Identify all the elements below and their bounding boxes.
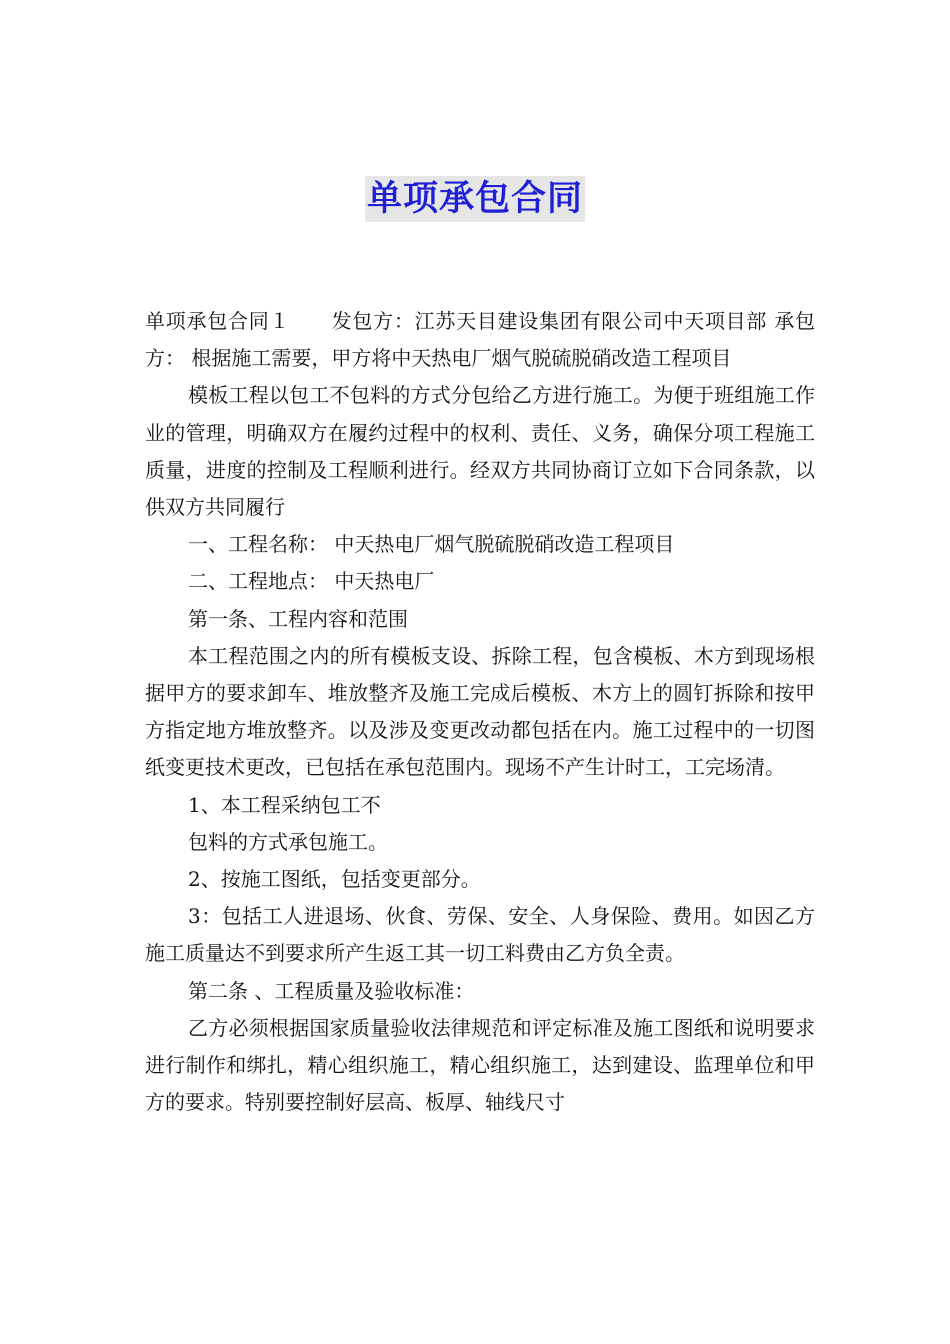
- paragraph-purpose: 模板工程以包工不包料的方式分包给乙方进行施工。为便于班组施工作业的管理，明确双方在履约过程中的权利、责任、义务，确保分项工程施工质量，进度的控制及工程顺利进行。经双方共同协商订立如下合同条款，以供双方共同履行: [145, 383, 815, 520]
- paragraph-article-1-heading: 第一条、工程内容和范围: [188, 606, 408, 631]
- paragraph-quality: 乙方必须根据国家质量验收法律规范和评定标准及施工图纸和说明要求进行制作和绑扎，精心组织施工，精心组织施工，达到建设、监理单位和甲方的要求。特别要控制好层高、板厚、轴线尺寸: [145, 1015, 815, 1115]
- paragraph-item-1b: 包料的方式承包施工。: [188, 829, 388, 854]
- paragraph-item-1a: 1、本工程采纳包工不: [188, 792, 381, 817]
- title-wrap: [0, 176, 950, 222]
- paragraph-scope: 本工程范围之内的所有模板支设、拆除工程，包含模板、木方到现场根据甲方的要求卸车、堆放整齐及施工完成后模板、木方上的圆钉拆除和按甲方指定地方堆放整齐。以及涉及变更改动都包括在内。施工过程中的一切图纸变更技术更改，已包括在承包范围内。现场不产生计时工，工完场清。: [145, 643, 815, 780]
- paragraph-project-name: 一、工程名称： 中天热电厂烟气脱硫脱硝改造工程项目: [188, 532, 675, 557]
- paragraph-item-3: 3：包括工人进退场、伙食、劳保、安全、人身保险、费用。如因乙方施工质量达不到要求所产生返工其一切工料费由乙方负全责。: [145, 904, 815, 966]
- document-title: 单项承包合同: [365, 176, 585, 222]
- document-body: [145, 303, 815, 1121]
- paragraph-intro: 单项承包合同１ 发包方：江苏天目建设集团有限公司中天项目部 承包方： 根据施工需要，甲方将中天热电厂烟气脱硫脱硝改造工程项目: [145, 309, 815, 371]
- paragraph-project-location: 二、工程地点： 中天热电厂: [188, 569, 435, 594]
- paragraph-item-2: 2、按施工图纸，包括变更部分。: [188, 867, 481, 892]
- paragraph-article-2-heading: 第二条 、工程质量及验收标准：: [188, 978, 475, 1003]
